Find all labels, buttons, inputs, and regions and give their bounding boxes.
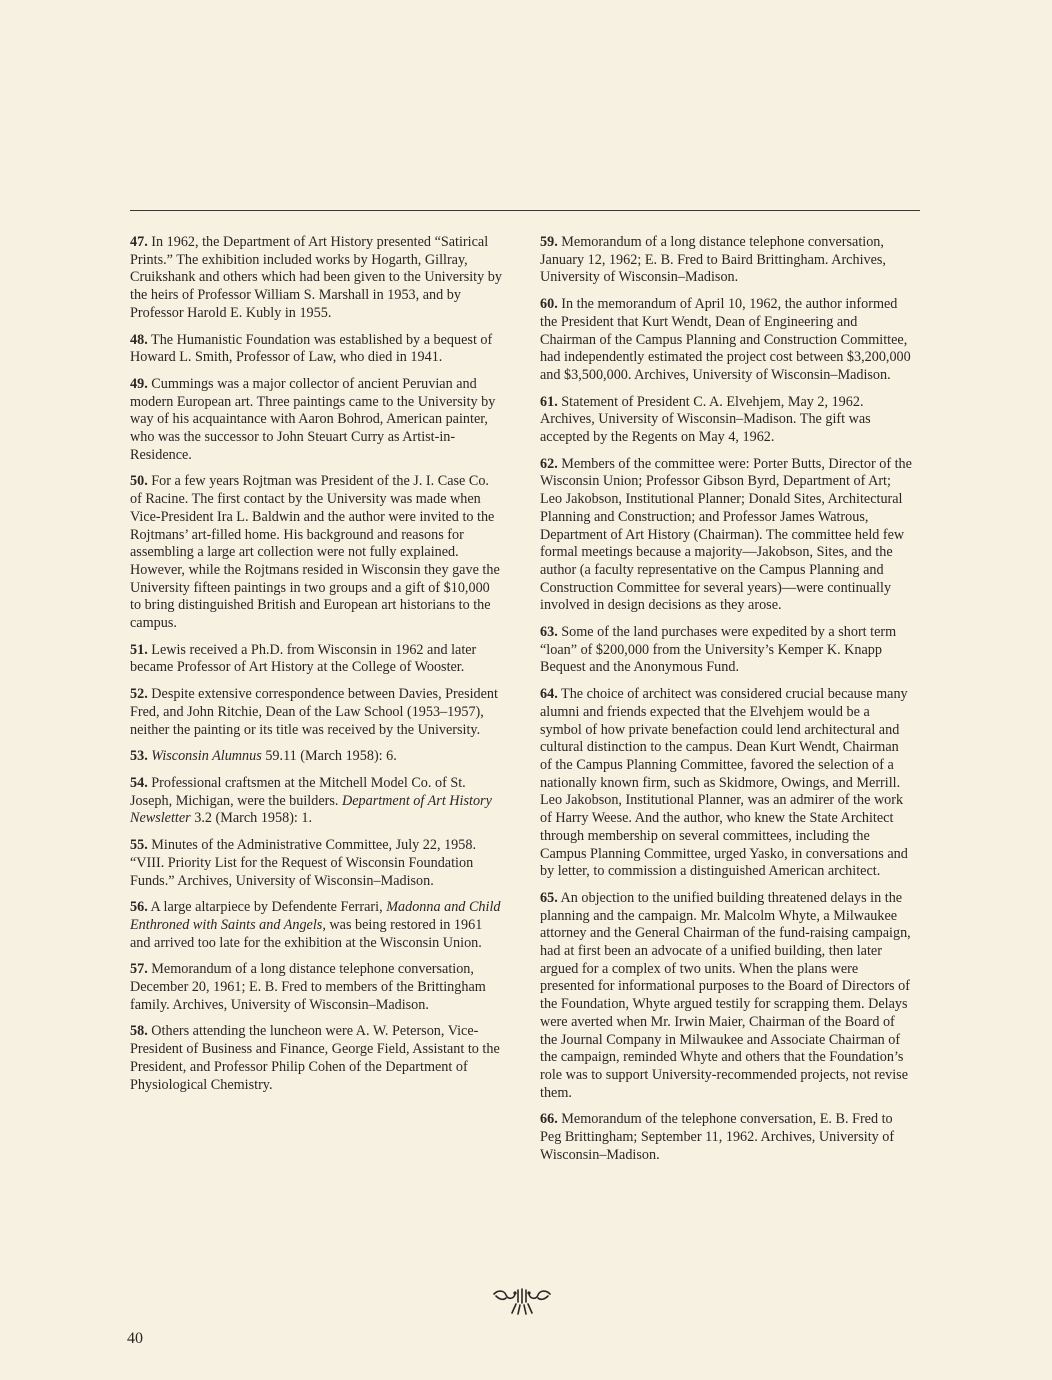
notes-column-left (130, 234, 502, 1103)
footnote-text: Professional craftsmen at the Mitchell Model Co. of St. Joseph, Michigan, were the builders. (130, 774, 466, 809)
footnote-text: An objection to the unified building threatened delays in the planning and the campaign. Mr. Malcolm Whyte, a Milwaukee attorney and the General Chairman of the fund-raising campaign, had at first been an advocate of a unified building, then later argued for a complex of two units. When the plans were presented for informational purposes to the Board of Directors of the Foundation, Whyte argued testily for scrapping them. Delays were averted when Mr. Irwin Maier, Chairman of the Board of the Journal Company in Milwaukee and Associate Chairman of the campaign, reminded Whyte and others that the Foundation’s role was to support University-recommended projects, not revise them. (540, 889, 911, 1101)
footnote-text: In the memorandum of April 10, 1962, the author informed the President that Kurt Wendt, Dean of Engineering and Chairman of the Campus Planning and Construction Committee, had independently estimated the project cost between $3,200,000 and $3,500,000. Archives, University of Wisconsin–Madison. (540, 296, 911, 383)
footnote-italic-text: Wisconsin Alumnus (151, 748, 262, 765)
footnote-number: 48. (130, 331, 148, 348)
footnote-text: was being restored in 1961 and arrived too late for the exhibition at the Wisconsin Union. (130, 916, 483, 951)
footnote-text: 59.11 (March 1958): 6. (261, 748, 397, 765)
footnote (540, 296, 912, 385)
footnote (130, 748, 502, 766)
footnote-number: 51. (130, 641, 148, 658)
page-number: 40 (127, 1330, 143, 1347)
footnote (130, 1023, 502, 1094)
footnote (130, 376, 502, 465)
footnote (540, 234, 912, 287)
footnote (540, 686, 912, 881)
footnote-number: 64. (540, 686, 558, 703)
footnote-number: 54. (130, 774, 148, 791)
footnote-number: 58. (130, 1023, 148, 1040)
footnote-text: For a few years Rojtman was President of the J. I. Case Co. of Racine. The first contact by the University was made when Vice-President Ira L. Baldwin and the author were invited to the Rojtmans’ art-filled home. His background and reasons for assembling a large art collection were not fully explained. However, while the Rojtmans resided in Wisconsin they gave the University fifteen paintings in two groups and a gift of $10,000 to bring distinguished British and European art historians to the campus. (130, 473, 500, 632)
header-rule (130, 210, 920, 211)
footnote-number: 50. (130, 473, 148, 490)
footnote-text: Cummings was a major collector of ancient Peruvian and modern European art. Three paintings came to the University by way of his acquaintance with Aaron Bohrod, American painter, who was the successor to John Steuart Curry as Artist-in-Residence. (130, 375, 496, 463)
footnote-number: 62. (540, 455, 558, 472)
footnote-text: Memorandum of the telephone conversation, E. B. Fred to Peg Brittingham; September 11, 1962. Archives, University of Wisconsin–Madison. (540, 1111, 895, 1163)
footnote-number: 55. (130, 837, 148, 854)
footnote-text: Some of the land purchases were expedited by a short term “loan” of $200,000 from the University’s Kemper K. Knapp Bequest and the Anonymous Fund. (540, 624, 897, 676)
footnote (130, 775, 502, 828)
footnote (130, 899, 502, 952)
footnote (130, 961, 502, 1014)
footnote-number: 47. (130, 234, 148, 250)
footnote-number: 60. (540, 296, 558, 313)
footnote-number: 49. (130, 375, 148, 392)
footnote-text: Minutes of the Administrative Committee, July 22, 1958. “VIII. Priority List for the Request of Wisconsin Foundation Funds.” Archives, University of Wisconsin–Madison. (130, 837, 476, 889)
notes-column-right (540, 234, 912, 1173)
footnote (540, 394, 912, 447)
footnote-number: 53. (130, 748, 148, 765)
footnote-text: Statement of President C. A. Elvehjem, May 2, 1962. Archives, University of Wisconsin–Madison. The gift was accepted by the Regents on May 4, 1962. (540, 393, 871, 446)
footnote-number: 59. (540, 234, 558, 250)
footnote-italic-text: Madonna and Child Enthroned with Saints and Angels, (130, 899, 501, 933)
footnote-italic-text: Department of Art History Newsletter (130, 792, 492, 827)
footnote-number: 65. (540, 889, 558, 906)
footnote-text: Members of the committee were: Porter Butts, Director of the Wisconsin Union; Professor Gibson Byrd, Department of Art; Leo Jakobson, Institutional Planner; Donald Sites, Architectural Planning and Construction; and Professor James Watrous, Department of Art History (Chairman). The committee held few formal meetings because a majority—Jakobson, Sites, and the author (a faculty representative on the Campus Planning and Construction Committee for several years)—were continually involved in design decisions as they arose. (540, 455, 912, 614)
footnote (130, 686, 502, 739)
footnote-text: In 1962, the Department of Art History presented “Satirical Prints.” The exhibition included works by Hogarth, Gillray, Cruikshank and others which had been given to the University by the heirs of Professor William S. Marshall in 1953, and by Professor Harold E. Kubly in 1955. (130, 234, 502, 321)
footnote-text: Despite extensive correspondence between Davies, President Fred, and John Ritchie, Dean of the Law School (1953–1957), neither the painting or its title was received by the University. (130, 686, 498, 738)
footnote-text: The Humanistic Foundation was established by a bequest of Howard L. Smith, Professor of Law, who died in 1941. (130, 331, 493, 366)
footnote-text: A large altarpiece by Defendente Ferrari, (147, 899, 387, 916)
footnote-text: The choice of architect was considered crucial because many alumni and friends expected that the Elvehjem would be a symbol of how private benefaction could lend architectural and cultural distinction to the campus. Dean Kurt Wendt, Chairman of the Campus Planning Committee, favored the selection of a nationally known firm, such as Skidmore, Owings, and Merrill. Leo Jakobson, Institutional Planner, was an admirer of the work of Harry Weese. And the author, who knew the State Architect through membership on several committees, including the Campus Planning Committee, urged Yasko, in conversations and by letter, to commission a distinguished American architect. (540, 686, 908, 880)
footnote (540, 890, 912, 1102)
footnote (540, 456, 912, 615)
footnote-text: Memorandum of a long distance telephone conversation, December 20, 1961; E. B. Fred to members of the Brittingham family. Archives, University of Wisconsin–Madison. (130, 961, 486, 1013)
fleuron-ornament-icon (490, 1286, 554, 1316)
footnote-text: Memorandum of a long distance telephone conversation, January 12, 1962; E. B. Fred to Baird Brittingham. Archives, University of Wisconsin–Madison. (540, 234, 886, 286)
footnote-text: Others attending the luncheon were A. W. Peterson, Vice-President of Business and Finance, George Field, Assistant to the President, and Professor Philip Cohen of the Department of Physiological Chemistry. (130, 1023, 500, 1093)
footnote-number: 56. (130, 899, 148, 916)
footnote-text: Lewis received a Ph.D. from Wisconsin in 1962 and later became Professor of Art History at the College of Wooster. (130, 641, 477, 676)
footnote-number: 61. (540, 393, 558, 410)
footnote-text: 3.2 (March 1958): 1. (190, 810, 313, 827)
footnote (540, 624, 912, 677)
footnote (130, 332, 502, 367)
footnote-number: 63. (540, 624, 558, 641)
footnote-number: 52. (130, 686, 148, 703)
footnote (130, 473, 502, 632)
footnote (540, 1111, 912, 1164)
footnote-number: 57. (130, 961, 148, 978)
footnote-number: 66. (540, 1111, 558, 1128)
footnote (130, 837, 502, 890)
footnote (130, 234, 502, 323)
footnote (130, 642, 502, 677)
